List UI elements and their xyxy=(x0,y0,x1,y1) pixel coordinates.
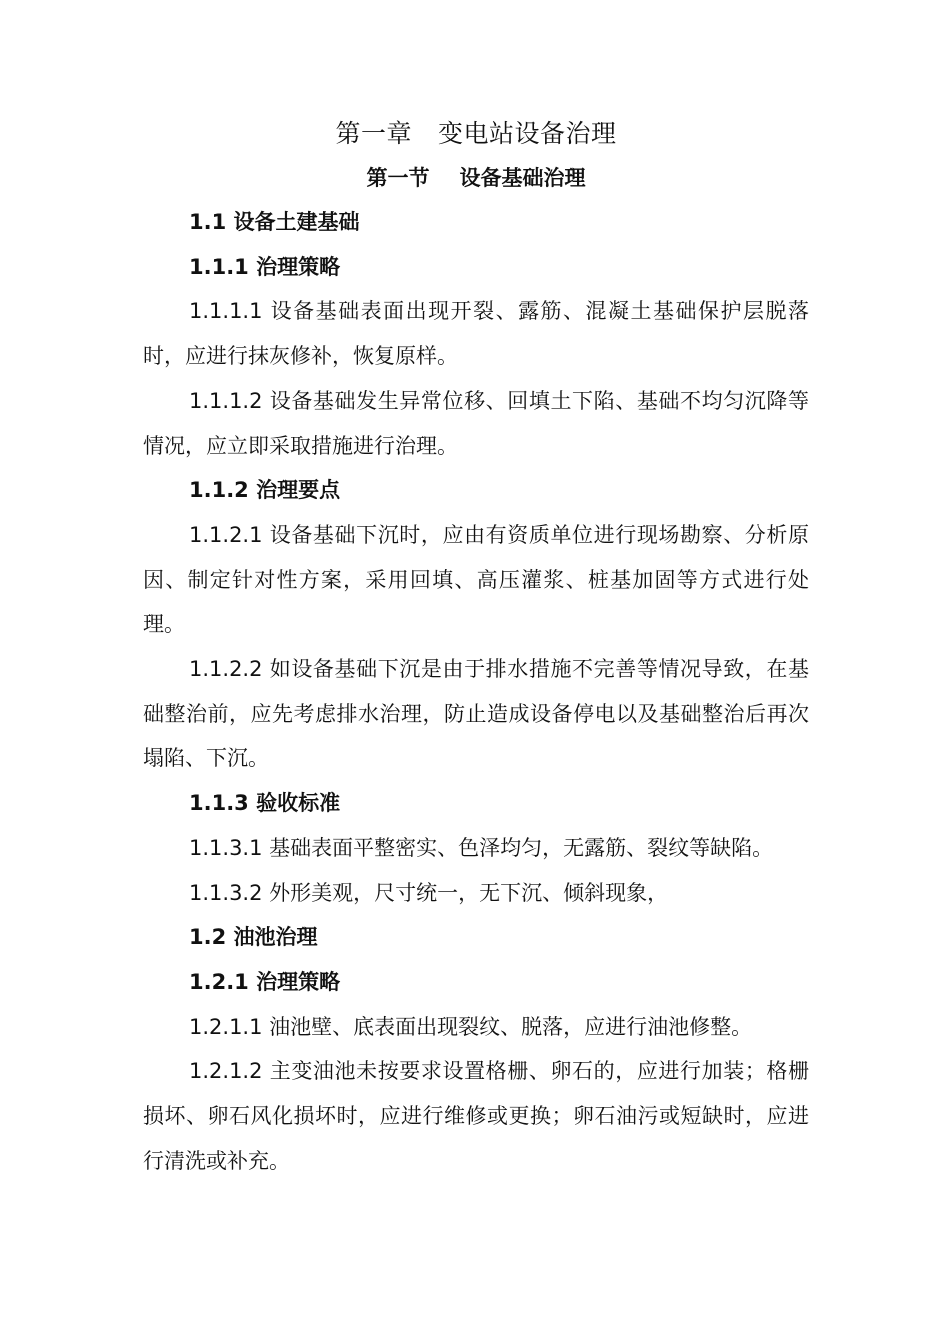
paragraph-1-2-1-1: 1.2.1.1 油池壁、底表面出现裂纹、脱落，应进行油池修整。 xyxy=(189,1014,753,1039)
paragraph-1-2-1-2: 1.2.1.2 主变油池未按要求设置格栅、卵石的，应进行加装；格栅损坏、卵石风化损坏时，应进行维修或更换；卵石油污或短缺时，应进行清洗或补充。 xyxy=(143,1059,809,1173)
section-name: 设备基础治理 xyxy=(459,166,586,190)
document-page xyxy=(143,112,809,1183)
section-label: 第一节 xyxy=(366,166,430,190)
paragraph-1-1-3-2: 1.1.3.2 外形美观，尺寸统一，无下沉、倾斜现象， xyxy=(189,880,669,905)
paragraph-1-1-2-1: 1.1.2.1 设备基础下沉时，应由有资质单位进行现场勘察、分析原因、制定针对性方案，采用回填、高压灌浆、桩基加固等方式进行处理。 xyxy=(143,522,809,637)
chapter-label: 第一章 xyxy=(335,119,412,148)
paragraph-1-1-1-1: 1.1.1.1 设备基础表面出现开裂、露筋、混凝土基础保护层脱落时，应进行抹灰修补，恢复原样。 xyxy=(143,299,809,369)
chapter-name: 变电站设备治理 xyxy=(438,119,617,148)
heading-1-1: 1.1 设备土建基础 xyxy=(189,210,360,234)
heading-1-1-1: 1.1.1 治理策略 xyxy=(189,254,341,279)
section-title xyxy=(143,156,809,200)
paragraph-1-1-3-1: 1.1.3.1 基础表面平整密实、色泽均匀，无露筋、裂纹等缺陷。 xyxy=(189,835,774,860)
chapter-title xyxy=(143,112,809,156)
heading-1-1-3: 1.1.3 验收标准 xyxy=(189,791,341,816)
heading-1-1-2: 1.1.2 治理要点 xyxy=(189,478,341,503)
paragraph-1-1-1-2: 1.1.1.2 设备基础发生异常位移、回填土下陷、基础不均匀沉降等情况，应立即采取措施进行治理。 xyxy=(143,388,809,458)
heading-1-2: 1.2 油池治理 xyxy=(189,925,318,950)
paragraph-1-1-2-2: 1.1.2.2 如设备基础下沉是由于排水措施不完善等情况导致，在基础整治前，应先考虑排水治理，防止造成设备停电以及基础整治后再次塌陷、下沉。 xyxy=(143,657,809,771)
heading-1-2-1: 1.2.1 治理策略 xyxy=(189,969,341,994)
